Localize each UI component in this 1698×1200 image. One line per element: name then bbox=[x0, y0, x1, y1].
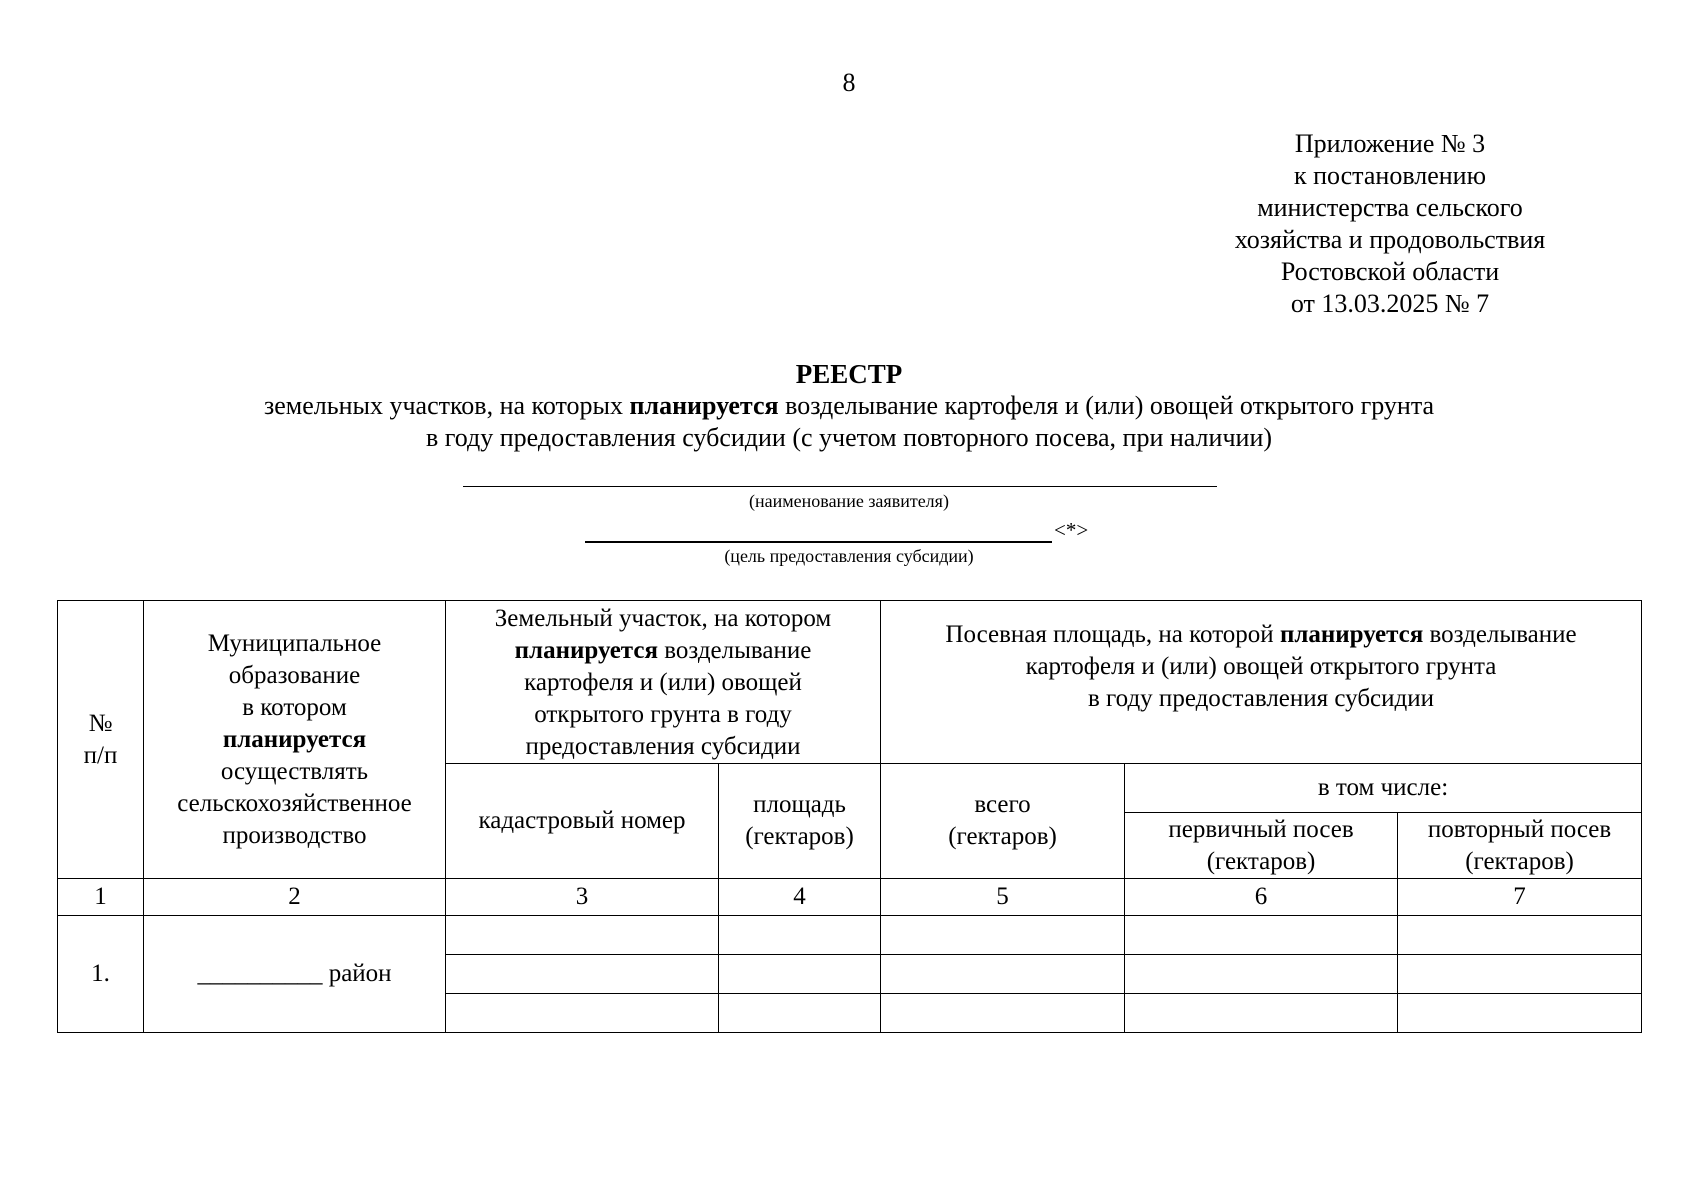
appendix-line: к постановлению bbox=[1293, 161, 1487, 190]
header-text: в году предоставления субсидии bbox=[1088, 685, 1435, 712]
header-text: осуществлять bbox=[220, 757, 369, 785]
header-bold-text: планируется bbox=[1279, 621, 1424, 648]
header-text: (гектаров) bbox=[1465, 847, 1574, 875]
header-bold-text: планируется bbox=[222, 725, 367, 753]
header-text: Земельный участок, на котором bbox=[494, 605, 832, 632]
header-text: (гектаров) bbox=[745, 823, 854, 850]
header-repeat bbox=[1398, 813, 1642, 879]
empty-cell bbox=[881, 916, 1125, 955]
column-number: 4 bbox=[719, 879, 881, 916]
subtitle-bold-text: планируется bbox=[629, 391, 779, 420]
empty-cell bbox=[1398, 955, 1642, 994]
applicant-name-line bbox=[463, 486, 1217, 487]
header-text: образование bbox=[228, 661, 361, 689]
empty-cell bbox=[1125, 916, 1398, 955]
header-text: возделывание bbox=[658, 637, 812, 664]
appendix-line: от 13.03.2025 № 7 bbox=[1290, 289, 1490, 318]
header-text: (гектаров) bbox=[1206, 847, 1316, 875]
header-text: открытого грунта в году bbox=[534, 701, 792, 728]
applicant-caption: (наименование заявителя) bbox=[749, 491, 949, 511]
header-text: картофеля и (или) овощей bbox=[524, 669, 802, 696]
empty-cell bbox=[719, 955, 881, 994]
empty-cell bbox=[1125, 955, 1398, 994]
header-cadastral: кадастровый номер bbox=[446, 764, 719, 879]
register-title bbox=[0, 358, 1698, 454]
header-text: картофеля и (или) овощей открытого грунта bbox=[1025, 653, 1497, 680]
purpose-line bbox=[585, 541, 1052, 543]
header-sowing-area bbox=[881, 601, 1642, 764]
header-text: (гектаров) bbox=[948, 823, 1057, 850]
appendix-block bbox=[1180, 128, 1600, 320]
register-table bbox=[57, 600, 1642, 1033]
empty-cell bbox=[446, 916, 719, 955]
column-number: 7 bbox=[1398, 879, 1642, 916]
column-number-row bbox=[58, 879, 1642, 916]
header-row-1 bbox=[58, 601, 1642, 764]
register-subtitle-line-1 bbox=[0, 390, 1698, 422]
register-heading: РЕЕСТР bbox=[795, 359, 903, 389]
header-num-line: п/п bbox=[83, 741, 118, 769]
header-text: предоставления субсидии bbox=[525, 733, 801, 760]
header-bold-text: планируется bbox=[514, 637, 659, 664]
column-number: 5 bbox=[881, 879, 1125, 916]
header-text: всего bbox=[974, 791, 1031, 818]
header-text: производство bbox=[222, 821, 367, 849]
empty-cell bbox=[881, 994, 1125, 1033]
empty-cell bbox=[1398, 916, 1642, 955]
header-num-line: № bbox=[88, 709, 113, 737]
column-number: 1 bbox=[58, 879, 144, 916]
header-total bbox=[881, 764, 1125, 879]
header-text: возделывание bbox=[1423, 621, 1577, 648]
district-word: район bbox=[328, 960, 392, 987]
appendix-line: Приложение № 3 bbox=[1294, 129, 1486, 158]
empty-cell bbox=[1125, 994, 1398, 1033]
header-text: сельскохозяйственное bbox=[177, 789, 412, 817]
column-number: 3 bbox=[446, 879, 719, 916]
appendix-line: министерства сельского bbox=[1257, 193, 1523, 222]
empty-cell bbox=[719, 916, 881, 955]
header-primary bbox=[1125, 813, 1398, 879]
header-including: в том числе: bbox=[1125, 764, 1642, 813]
column-number: 2 bbox=[144, 879, 446, 916]
header-area bbox=[719, 764, 881, 879]
header-num bbox=[58, 601, 144, 879]
subtitle-text: земельных участков, на которых bbox=[263, 391, 630, 420]
column-number: 6 bbox=[1125, 879, 1398, 916]
header-land-plot bbox=[446, 601, 881, 764]
purpose-caption: (цель предоставления субсидии) bbox=[724, 546, 974, 566]
district-blank: __________ bbox=[197, 960, 323, 987]
header-text: первичный посев bbox=[1168, 815, 1354, 843]
register-subtitle-line-2: в году предоставления субсидии (с учетом повторного посева, при наличии) bbox=[425, 423, 1273, 452]
header-text: Посевная площадь, на которой bbox=[945, 621, 1280, 648]
header-text: Муниципальное bbox=[207, 629, 382, 657]
table-row bbox=[58, 916, 1642, 955]
footnote-mark: <*> bbox=[1054, 518, 1089, 542]
header-municipality bbox=[144, 601, 446, 879]
empty-cell bbox=[446, 955, 719, 994]
header-text: в котором bbox=[242, 693, 347, 721]
empty-cell bbox=[719, 994, 881, 1033]
appendix-line: Ростовской области bbox=[1280, 257, 1500, 286]
header-text: повторный посев bbox=[1427, 815, 1612, 843]
row-number: 1. bbox=[58, 916, 144, 1033]
empty-cell bbox=[446, 994, 719, 1033]
appendix-line: хозяйства и продовольствия bbox=[1234, 225, 1546, 254]
row-district bbox=[144, 916, 446, 1033]
empty-cell bbox=[1398, 994, 1642, 1033]
page-number: 8 bbox=[842, 68, 856, 97]
empty-cell bbox=[881, 955, 1125, 994]
subtitle-text: возделывание картофеля и (или) овощей открытого грунта bbox=[778, 391, 1435, 420]
header-text: площадь bbox=[753, 791, 846, 818]
